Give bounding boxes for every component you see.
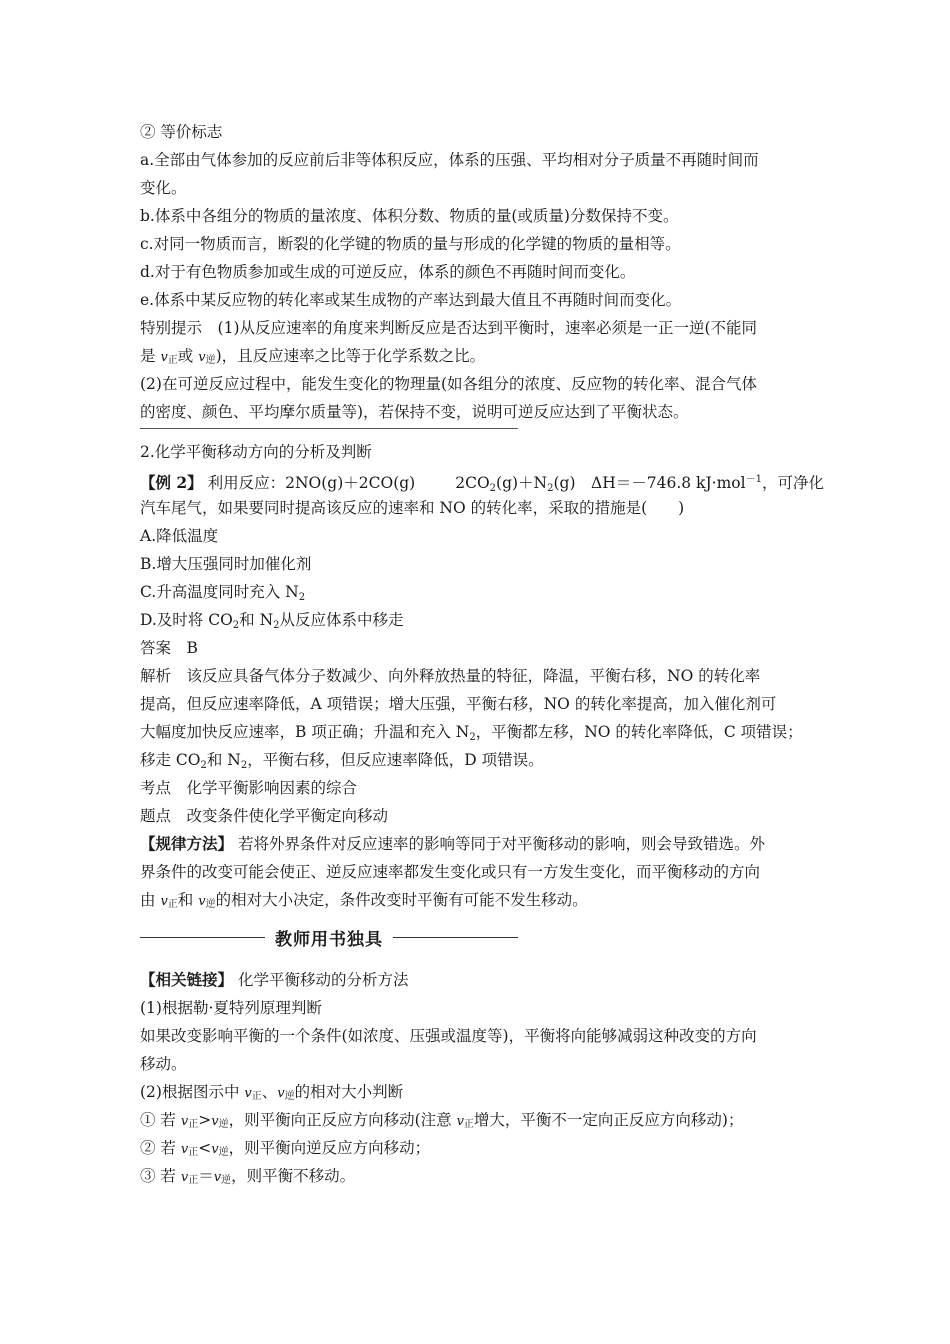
analysis-line4: 移走 $CO_2$和 $N_2$，平衡右移，但反应速率降低，D 项错误。 (140, 751, 544, 771)
teacher-p1: (1)根据勒·夏特列原理判断 (140, 999, 322, 1017)
tip2-line1: (2)在可逆反应过程中，能发生变化的物理量(如各组分的浓度、反应物的转化率、混合气体 (140, 375, 758, 393)
section-heading: ② 等价标志 (140, 123, 223, 141)
paragraph-b: b.体系中各组分的物质的量浓度、体积分数、物质的量(或质量)分数保持不变。 (140, 207, 679, 225)
paragraph-e: e.体系中某反应物的转化率或某生成物的产率达到最大值且不再随时间而变化。 (140, 291, 682, 309)
example-line2: 汽车尾气，如果要同时提高该反应的速率和 NO 的转化率，采取的措施是( ) (140, 499, 685, 517)
tip-line1: 特别提示 (1)从反应速率的角度来判断反应是否达到平衡时，速率必须是一正一逆(不能同 (140, 319, 758, 337)
teacher-p4: (2)根据图示中 v正、v逆的相对大小判断 (140, 1083, 404, 1102)
option-b: B.增大压强同时加催化剂 (140, 555, 312, 573)
teacher-q3: ③ 若 v正＝v逆，则平衡不移动。 (140, 1167, 356, 1186)
tip-label: 特别提示 (140, 319, 203, 337)
paragraph-a-line1: a.全部由气体参加的反应前后非等体积反应，体系的压强、平均相对分子质量不再随时间而 (140, 151, 759, 169)
teacher-q1: ① 若 v正>v逆，则平衡向正反应方向移动(注意 v正增大，平衡不一定向正反应方向移动)； (140, 1111, 744, 1130)
tidian: 题点 改变条件使化学平衡定向移动 (140, 807, 389, 825)
answer: 答案 B (140, 639, 198, 657)
example-line1: 【例 2】 利用反应：2NO(g)＋2CO(g) $2CO_2(g)+N_2(g)$ ΔH＝－746.8 kJ·mol$^{-1}$，可净化 (140, 473, 824, 495)
analysis-line2: 提高，但反应速率降低，A 项错误；增大压强，平衡右移，NO 的转化率提高，加入催化剂可 (140, 695, 777, 713)
example-tag: 【例 2】 (140, 473, 203, 493)
rule-line2: 界条件的改变可能会使正、逆反应速率都发生变化或只有一方发生变化，而平衡移动的方向 (140, 863, 761, 881)
paragraph-c: c.对同一物质而言，断裂的化学键的物质的量与形成的化学键的物质的量相等。 (140, 235, 681, 253)
analysis-line1: 解析 该反应具备气体分子数减少、向外释放热量的特征，降温，平衡右移，NO 的转化率 (140, 667, 761, 685)
teacher-p3: 移动。 (140, 1055, 187, 1073)
option-c: C.升高温度同时充入 $N_2$ (140, 583, 306, 603)
banner-rule-left (140, 937, 265, 938)
section-divider (140, 428, 518, 429)
rule-tag: 【规律方法】 (140, 834, 234, 853)
teacher-p2: 如果改变影响平衡的一个条件(如浓度、压强或温度等)，平衡将向能够减弱这种改变的方向 (140, 1027, 757, 1045)
rule-line3: 由 v正和 v逆的相对大小决定，条件改变时平衡有可能不发生移动。 (140, 891, 588, 910)
tip2-line2: 的密度、颜色、平均摩尔质量等)，若保持不变，说明可逆反应达到了平衡状态。 (140, 403, 689, 421)
paragraph-d: d.对于有色物质参加或生成的可逆反应，体系的颜色不再随时间而变化。 (140, 263, 636, 281)
section-title: 2.化学平衡移动方向的分析及判断 (140, 443, 372, 461)
tip-line2: 是 v正或 v逆)，且反应速率之比等于化学系数之比。 (140, 347, 486, 366)
option-a: A.降低温度 (140, 527, 219, 545)
paragraph-a-line2: 变化。 (140, 179, 187, 197)
teacher-banner (140, 922, 518, 952)
link-tag: 【相关链接】 (140, 970, 234, 989)
kaodian: 考点 化学平衡影响因素的综合 (140, 779, 358, 797)
teacher-q2: ② 若 v正<v逆，则平衡向逆反应方向移动； (140, 1139, 431, 1158)
option-d: D.及时将 $CO_2$和 $N_2$从反应体系中移走 (140, 611, 404, 631)
banner-rule-right (393, 937, 518, 938)
rule-line1: 【规律方法】 若将外界条件对反应速率的影响等同于对平衡移动的影响，则会导致错选。外 (140, 834, 765, 853)
analysis-line3: 大幅度加快反应速率，B 项正确；升温和充入 $N_2$，平衡都左移，NO 的转化率降低，C 项错误； (140, 723, 803, 743)
teacher-title: 教师用书独具 (275, 929, 383, 950)
document-page (140, 118, 824, 1190)
link-line: 【相关链接】 化学平衡移动的分析方法 (140, 970, 409, 989)
